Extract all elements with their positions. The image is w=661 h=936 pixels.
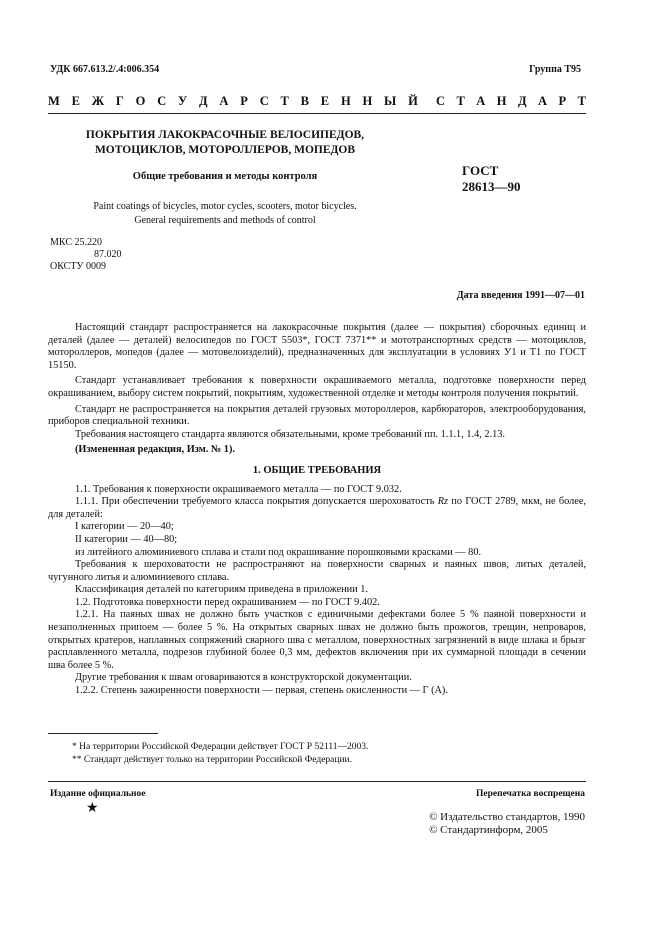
- copyright-1: © Издательство стандартов, 1990: [429, 811, 585, 823]
- english-title: [60, 200, 390, 228]
- title-line-2: МОТОЦИКЛОВ, МОТОРОЛЛЕРОВ, МОПЕДОВ: [94, 144, 356, 156]
- paragraph-amendment: (Измененная редакция, Изм. № 1).: [75, 444, 235, 456]
- classification-codes: [50, 237, 122, 273]
- footnotes: [48, 741, 586, 767]
- heading-letter: Т: [280, 94, 289, 108]
- english-title-line-2: General requirements and methods of control: [134, 215, 316, 226]
- reprint-prohibited-label: Перепечатка воспрещена: [475, 789, 585, 799]
- document-subtitle: Общие требования и методы контроля: [132, 171, 318, 182]
- heading-letter: М: [48, 94, 60, 108]
- interstate-standard-heading: [48, 94, 586, 109]
- heading-letter: Т: [456, 94, 465, 108]
- heading-letter: А: [538, 94, 548, 108]
- clause-1-1: 1.1. Требования к поверхности окрашиваемого металла — по ГОСТ 9.032.: [75, 483, 402, 495]
- heading-letter: С: [259, 94, 269, 108]
- interstate-word-2: [436, 94, 586, 109]
- category-2: II категории — 40—80;: [75, 533, 178, 545]
- classification-note: Классификация деталей по категориям приведена в приложении 1.: [75, 584, 368, 596]
- heading-letter: Н: [496, 94, 507, 108]
- heading-letter: Е: [71, 94, 80, 108]
- copyright-2: © Стандартинформ, 2005: [429, 824, 548, 836]
- heading-letter: Ж: [91, 94, 105, 108]
- roughness-exclusion: Требования к шероховатости не распространяют на поверхности сварных и паяных швов, литых деталей, чугунного литья и алюминиевого сплава.: [48, 559, 586, 583]
- clause-1-2: 1.2. Подготовка поверхности перед окрашиванием — по ГОСТ 9.402.: [75, 596, 380, 608]
- header-rule: [48, 113, 586, 114]
- footnote-2: ** Стандарт действует только на территории Российской Федерации.: [72, 755, 352, 765]
- effective-date: Дата введения 1991—07—01: [456, 290, 585, 301]
- heading-letter: А: [219, 94, 229, 108]
- section-heading: 1. ОБЩИЕ ТРЕБОВАНИЯ: [252, 464, 382, 476]
- cast-parts: из литейного алюминиевого сплава и стали под окрашивание порошковыми красками — 80.: [75, 546, 482, 558]
- star-icon: ★: [86, 801, 99, 816]
- heading-letter: Д: [199, 94, 208, 108]
- other-requirements: Другие требования к швам оговариваются в конструкторской документации.: [75, 672, 412, 684]
- mks-code-2: 87.020: [94, 249, 122, 260]
- heading-letter: В: [300, 94, 309, 108]
- okstu-code: 0009: [86, 261, 107, 272]
- paragraph-scope: Настоящий стандарт распространяется на лакокрасочные покрытия (далее — покрытия) сборочных единиц и деталей (далее — деталей) велосипедов по ГОСТ 5503*, ГОСТ 7371** и мототранспортных средств — мотоциклов, мотороллеров, мопедов (далее — мотовелоизделий), предназначенных для эксплуатации в условиях У1 и Т1 по ГОСТ 15150.: [48, 322, 586, 371]
- heading-letter: С: [157, 94, 167, 108]
- heading-letter: О: [135, 94, 146, 108]
- rz-symbol: Rz: [437, 496, 449, 508]
- copyright-block: [429, 811, 585, 837]
- body-text: [48, 322, 586, 698]
- paragraph-exclusions: Стандарт не распространяется на покрытия деталей грузовых мотороллеров, карбюраторов, электрооборудования, приборов специальной техники.: [48, 403, 586, 428]
- title-line-1: ПОКРЫТИЯ ЛАКОКРАСОЧНЫЕ ВЕЛОСИПЕДОВ,: [85, 129, 365, 141]
- clause-1-2-2: 1.2.2. Степень зажиренности поверхности — первая, степень окисленности — Г (А).: [75, 685, 448, 697]
- clause-1-1-1-text-b: по ГОСТ 2789, мкм, не более, для деталей:: [48, 496, 587, 520]
- heading-letter: Н: [340, 94, 351, 108]
- heading-letter: Р: [240, 94, 248, 108]
- okstu-label: ОКСТУ: [50, 261, 84, 272]
- heading-letter: С: [436, 94, 446, 108]
- heading-letter: Н: [362, 94, 373, 108]
- category-1: I категории — 20—40;: [75, 521, 174, 533]
- heading-letter: Ы: [384, 94, 397, 108]
- mks-label: МКС: [50, 237, 72, 248]
- footer-rule: [48, 781, 586, 782]
- paragraph-mandatory: Требования настоящего стандарта являются обязательными, кроме требований пп. 1.1.1, 1.4, 2.13.: [75, 428, 505, 440]
- heading-letter: Г: [115, 94, 124, 108]
- heading-letter: Т: [577, 94, 586, 108]
- footnote-rule: [48, 733, 158, 734]
- heading-letter: Е: [320, 94, 330, 108]
- clause-1-2-1: 1.2.1. На паяных швах не должно быть участков с единичными дефектами более 5 % паяной поверхности и незаполненных припоем — более 5 %. На открытых сварных швах не должно быть прожогов, трещин, непроваров, открытых кратеров, наплавных сопряжений сварного шва с металлом, поверхностных загрязнений в виде шлака и брызг расплавленного металла, подрезов глубиной более 0,3 мм, дефектов включения при их суммарной площади в сечении шва более 5 %.: [48, 609, 586, 671]
- gost-number: 28613—90: [462, 179, 521, 194]
- clause-1-1-1: [48, 496, 586, 521]
- group-code: Группа Т95: [529, 64, 581, 75]
- heading-letter: Р: [558, 94, 567, 108]
- clause-1-1-1-text-a: 1.1.1. При обеспечении требуемого класса покрытия допускается шероховатость: [75, 496, 438, 508]
- gost-label: ГОСТ: [462, 163, 499, 178]
- mks-code-1: 25.220: [74, 237, 102, 248]
- paragraph-requirements: Стандарт устанавливает требования к поверхности окрашиваемого металла, подготовке поверхности перед окрашиванием, выбору систем покрытий, покрытиям, художественной отделке и методы контроля получения покрытий.: [48, 375, 586, 399]
- heading-letter: А: [476, 94, 486, 108]
- heading-letter: Й: [408, 94, 418, 108]
- english-title-line-1: Paint coatings of bicycles, motor cycles, scooters, motor bicycles.: [93, 201, 357, 212]
- heading-letter: У: [178, 94, 188, 108]
- gost-designation: [462, 163, 521, 195]
- official-edition-label: Издание официальное: [50, 789, 146, 799]
- document-title: [60, 128, 390, 158]
- footnote-1: * На территории Российской Федерации действует ГОСТ Р 52111—2003.: [72, 742, 369, 752]
- heading-letter: Д: [517, 94, 527, 108]
- udk-code: УДК 667.613.2/.4:006.354: [50, 64, 160, 75]
- interstate-word-1: [48, 94, 418, 109]
